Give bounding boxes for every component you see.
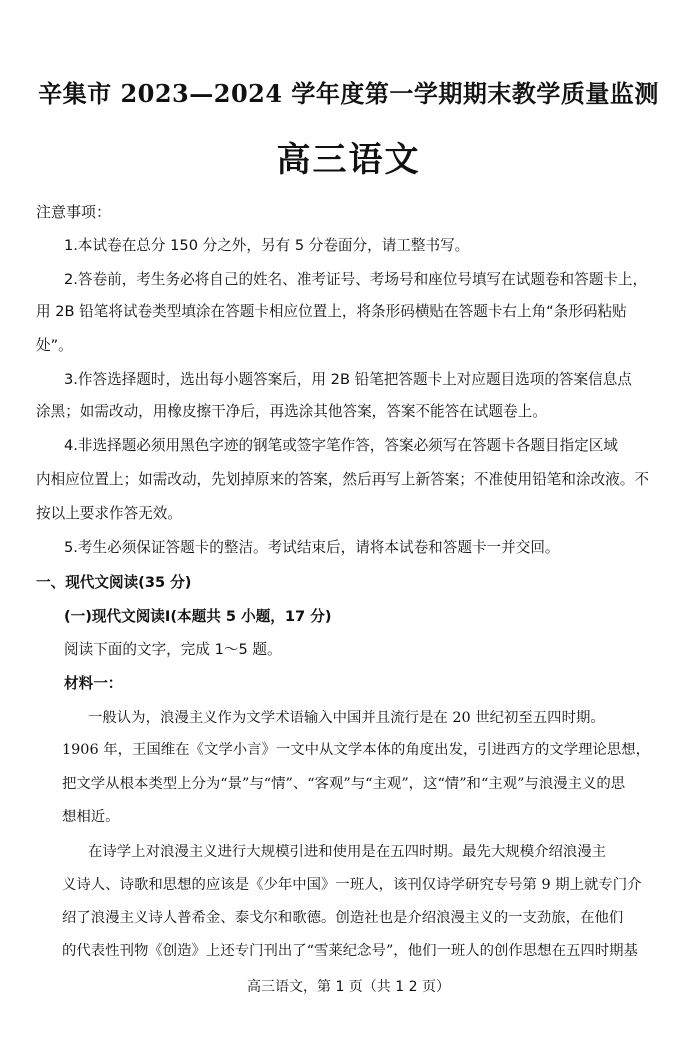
material-line: 义诗人、诗歌和思想的应该是《少年中国》一班人，该刊仅诗学研究专号第 9 期上就专门介 [62, 877, 642, 893]
section-title: 一、现代文阅读(35 分) [36, 574, 192, 591]
section-subtitle: (一)现代文阅读Ⅰ(本题共 5 小题，17 分) [64, 608, 332, 625]
notice-line: 处”。 [36, 337, 73, 354]
notice-label: 注意事项： [36, 203, 112, 221]
material-line: 的代表性刊物《创造》上还专门刊出了“雪莱纪念号”，他们一班人的创作思想在五四时期基 [62, 943, 638, 959]
subject-title: 高三语文 [276, 140, 421, 180]
page-footer: 高三语文，第 1 页（共 1 2 页） [247, 979, 450, 995]
material-label: 材料一： [64, 675, 123, 692]
material-line: 在诗学上对浪漫主义进行大规模引进和使用是在五四时期。最先大规模介绍浪漫主 [88, 844, 607, 860]
notice-line: 涂黑；如需改动，用橡皮擦干净后，再选涂其他答案，答案不能答在试题卷上。 [36, 403, 547, 420]
exam-title: 辛集市 2023—2024 学年度第一学期期末教学质量监测 [38, 79, 659, 108]
notice-line: 内相应位置上；如需改动，先划掉原来的答案，然后再写上新答案；不准使用铅笔和涂改液。不 [36, 471, 649, 488]
material-line: 绍了浪漫主义诗人普希金、泰戈尔和歌德。创造社也是介绍浪漫主义的一支劲旅，在他们 [62, 910, 624, 926]
notice-line: 2.答卷前，考生务必将自己的姓名、准考证号、考场号和座位号填写在试题卷和答题卡上， [64, 271, 648, 288]
material-line: 1906 年，王国维在《文学小言》一文中从文学本体的角度出发，引进西方的文学理论思想， [62, 742, 651, 758]
material-line: 把文学从根本类型上分为“景”与“情”、“客观”与“主观”，这“情”和“主观”与浪漫主义的思 [62, 776, 626, 792]
notice-line: 1.本试卷在总分 150 分之外，另有 5 分卷面分，请工整书写。 [64, 237, 470, 254]
instruction: 阅读下面的文字，完成 1～5 题。 [64, 641, 282, 658]
notice-line: 4.非选择题必须用黑色字迹的钢笔或签字笔作答，答案必须写在答题卡各题目指定区域 [64, 437, 618, 454]
material-line: 一般认为，浪漫主义作为文学术语输入中国并且流行是在 20 世纪初至五四时期。 [88, 710, 605, 726]
material-line: 想相近。 [62, 809, 120, 825]
notice-line: 按以上要求作答无效。 [36, 505, 182, 522]
notice-line: 3.作答选择题时，选出每小题答案后，用 2B 铅笔把答题卡上对应题目选项的答案信息点 [64, 371, 632, 388]
notice-line: 5.考生必须保证答题卡的整洁。考试结束后，请将本试卷和答题卡一并交回。 [64, 539, 560, 556]
notice-line: 用 2B 铅笔将试卷类型填涂在答题卡相应位置上，将条形码横贴在答题卡右上角“条形码粘贴 [36, 303, 627, 320]
